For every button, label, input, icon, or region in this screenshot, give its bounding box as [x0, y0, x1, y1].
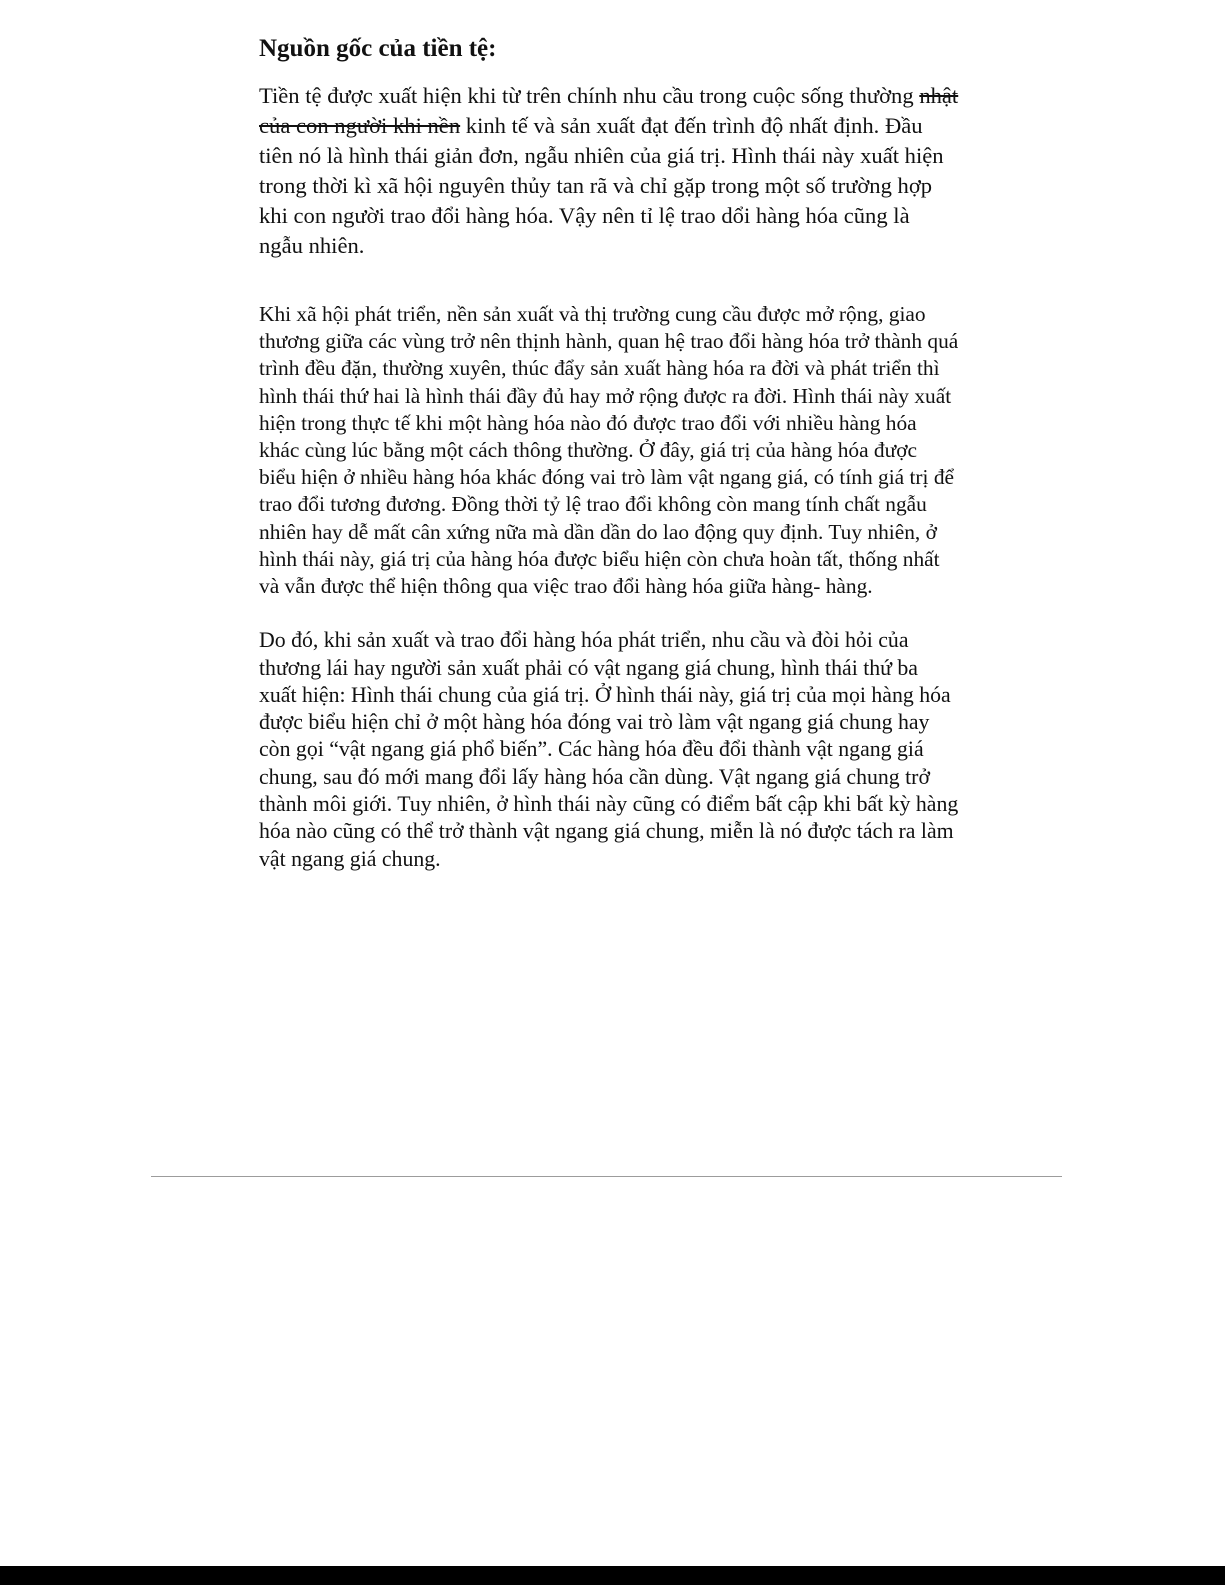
bottom-edge-bar: [0, 1566, 1225, 1585]
document-body: [259, 30, 959, 873]
paragraph-text: kinh tế và sản xuất đạt đến trình độ nhất định. Đầu tiên nó là hình thái giản đơn, ngẫu nhiên của giá trị. Hình thái này xuất hiện trong thời kì xã hội nguyên thủy tan rã và chỉ gặp trong một số trường hợp khi con người trao đổi hàng hóa. Vậy nên tỉ lệ trao dổi hàng hóa cũng là ngẫu nhiên.: [259, 113, 944, 258]
paragraph-general-form: Do đó, khi sản xuất và trao đổi hàng hóa phát triển, nhu cầu và đòi hỏi của thương lái hay người sản xuất phải có vật ngang giá chung, hình thái thứ ba xuất hiện: Hình thái chung của giá trị. Ở hình thái này, giá trị của mọi hàng hóa được biểu hiện chỉ ở một hàng hóa đóng vai trò làm vật ngang giá chung hay còn gọi “vật ngang giá phổ biến”. Các hàng hóa đều đổi thành vật ngang giá chung, sau đó mới mang đổi lấy hàng hóa cần dùng. Vật ngang giá chung trở thành môi giới. Tuy nhiên, ở hình thái này cũng có điểm bất cập khi bất kỳ hàng hóa nào cũng có thể trở thành vật ngang giá chung, miễn là nó được tách ra làm vật ngang giá chung.: [259, 628, 959, 871]
paragraph-expanded-form: Khi xã hội phát triển, nền sản xuất và thị trường cung cầu được mở rộng, giao thương giữa các vùng trở nên thịnh hành, quan hệ trao đổi hàng hóa trở thành quá trình đều đặn, thường xuyên, thúc đẩy sản xuất hàng hóa ra đời và phát triển thì hình thái thứ hai là hình thái đầy đủ hay mở rộng được ra đời. Hình thái này xuất hiện trong thực tế khi một hàng hóa nào đó được trao đổi với nhiều hàng hóa khác cùng lúc bằng một cách thông thường. Ở đây, giá trị của hàng hóa được biểu hiện ở nhiều hàng hóa khác đóng vai trò làm vật ngang giá, có tính giá trị để trao đổi tương đương. Đồng thời tỷ lệ trao đổi không còn mang tính chất ngẫu nhiên hay dễ mất cân xứng nữa mà dần dần do lao động quy định. Tuy nhiên, ở hình thái này, giá trị của hàng hóa được biểu hiện còn chưa hoàn tất, thống nhất và vẫn được thể hiện thông qua việc trao đổi hàng hóa giữa hàng- hàng.: [259, 302, 959, 599]
page-divider: [151, 1176, 1062, 1177]
paragraph-origin: [259, 81, 959, 261]
struck-text: nhật của con người khi nền: [259, 83, 959, 138]
paragraph-text: Tiền tệ được xuất hiện khi từ trên chính nhu cầu trong cuộc sống thường: [259, 83, 920, 108]
document-heading: Nguồn gốc của tiền tệ:: [259, 35, 497, 62]
